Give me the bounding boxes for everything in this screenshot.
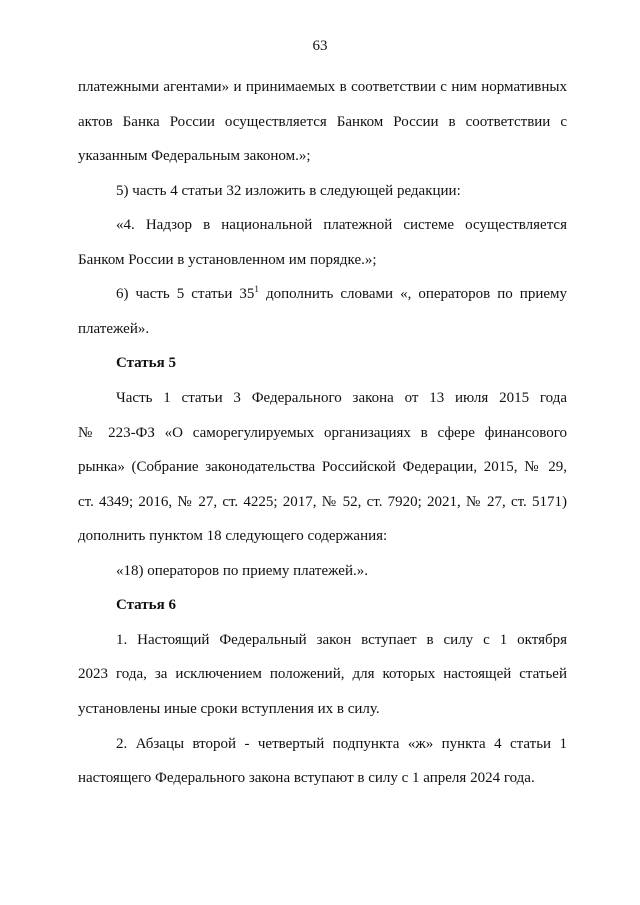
item-6-text-b: дополнить словами «, операторов по приему [258,286,568,302]
page-number: 63 [312,38,328,54]
article-6-p1-line-2: 2023 года, за исключением положений, для которых настоящей статьей [78,666,567,682]
item-5-quote-line-1: «4. Надзор в национальной платежной системе осуществляется [116,217,567,233]
article-6-p1-line-3: установлены иные сроки вступления их в силу. [78,701,380,717]
article-6-p1-line-1: 1. Настоящий Федеральный закон вступает в силу с 1 октября [116,632,567,648]
article-6-p2-line-1: 2. Абзацы второй - четвертый подпункта «ж» пункта 4 статьи 1 [116,736,567,752]
item-6-line-1 [116,285,567,303]
article-6-p2-line-2: настоящего Федерального закона вступают в силу с 1 апреля 2024 года. [78,770,535,786]
item-5-line: 5) часть 4 статьи 32 изложить в следующей редакции: [116,183,461,199]
item-6-superscript: 1 [254,284,259,294]
item-6-line-2: платежей». [78,321,150,337]
article-5-line-6: «18) операторов по приему платежей.». [116,563,368,579]
article-5-line-2: № 223-ФЗ «О саморегулируемых организациях в сфере финансового [78,425,567,441]
intro-line-2: актов Банка России осуществляется Банком России в соответствии с [78,114,567,130]
article-5-line-4: ст. 4349; 2016, № 27, ст. 4225; 2017, № 52, ст. 7920; 2021, № 27, ст. 5171) [78,494,567,510]
intro-line-1: платежными агентами» и принимаемых в соответствии с ним нормативных [78,79,567,95]
article-6-heading: Статья 6 [116,597,176,613]
article-5-line-1: Часть 1 статьи 3 Федерального закона от 13 июля 2015 года [116,390,567,406]
item-6-text-a: 6) часть 5 статьи 35 [116,286,255,302]
article-5-heading: Статья 5 [116,355,176,371]
intro-line-3: указанным Федеральным законом.»; [78,148,311,164]
item-5-quote-line-2: Банком России в установленном им порядке.»; [78,252,377,268]
article-5-line-5: дополнить пунктом 18 следующего содержания: [78,528,388,544]
article-5-line-3: рынка» (Собрание законодательства Российской Федерации, 2015, № 29, [78,459,567,475]
